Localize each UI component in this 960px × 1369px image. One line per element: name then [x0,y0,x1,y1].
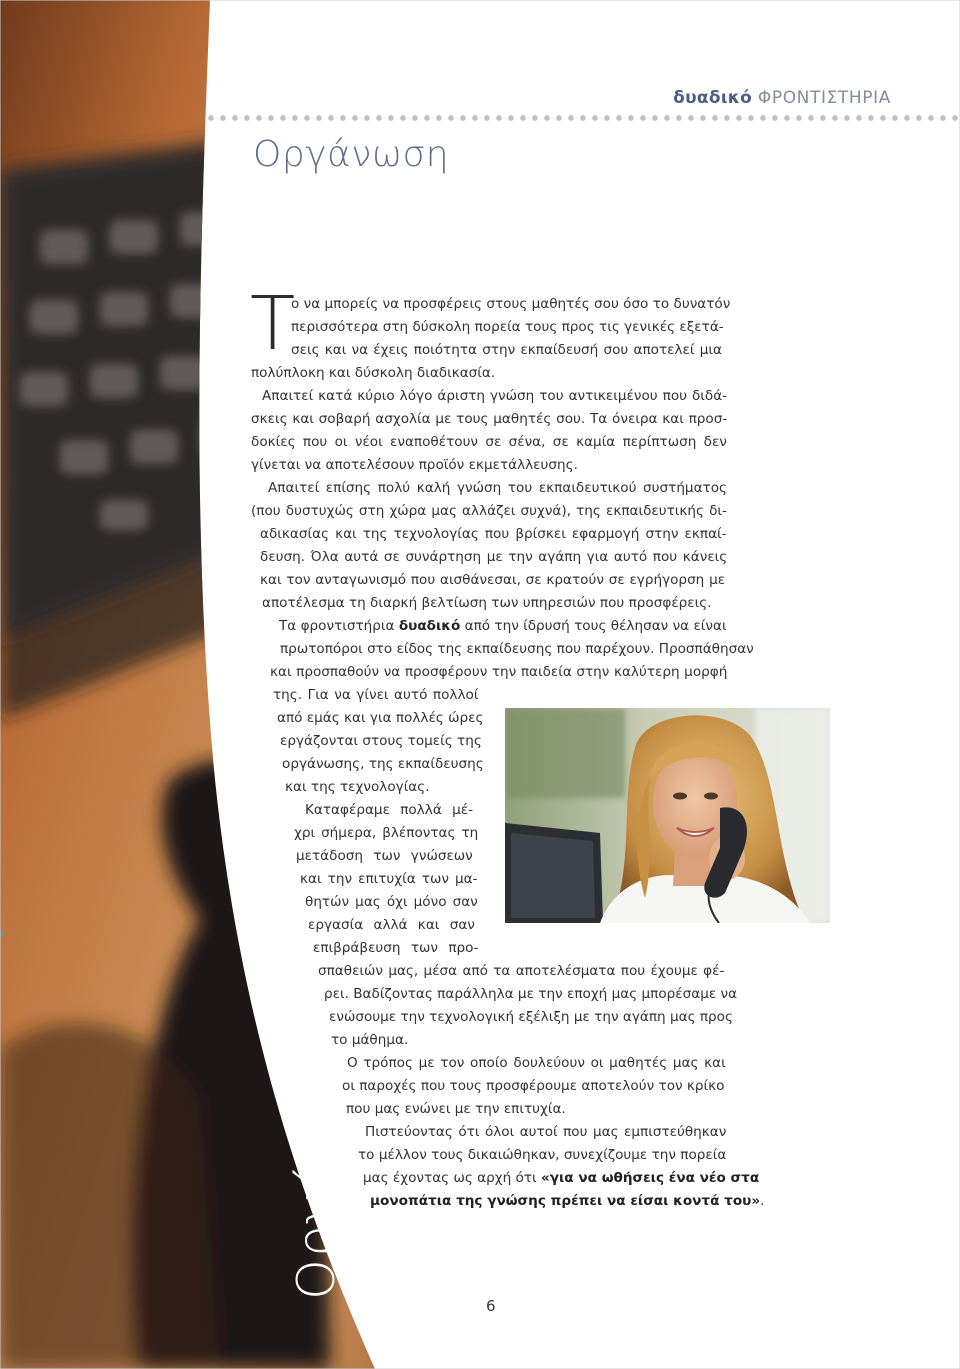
body-text-line [277,708,483,728]
side-title: Οργάνωση [287,1014,347,1300]
body-text-line [262,593,712,613]
body-text-line [313,938,478,958]
body-text-span: πολύπλοκη και δύσκολη διαδικασία. [251,365,496,381]
body-text-span: μετάδοση των γνώσεων [296,848,473,864]
body-text-line [305,892,478,912]
page-number: 6 [486,1297,496,1315]
body-text-line [279,616,727,636]
body-text-span: εργάζονται στους τομείς της [280,733,482,749]
body-text-line [318,961,724,981]
body-text-span: το μέλλον τους δικαιώθηκαν, συνεχίζουμε την πορεία [358,1147,727,1163]
body-text-line [291,294,730,314]
body-text-span: Πιστεύοντας ότι όλοι αυτοί που μας εμπιστεύθηκαν [365,1124,727,1140]
woman-on-phone-photo [505,708,830,923]
body-text-line [270,662,727,682]
body-text-line [280,639,754,659]
body-text-span: σκεις και σοβαρή ασχολία με τους μαθητές σου. Τα όνειρα και προσ- [251,411,728,427]
body-text-span: οι παροχές που τους προσφέρουμε αποτελούν τον κρίκο [342,1078,725,1094]
body-text-span: Ο τρόπος με τον οποίο δουλεύουν οι μαθητές μας και [347,1055,726,1071]
body-text-line [329,1007,733,1027]
body-text-span: οργάνωσης, της εκπαίδευσης [282,756,484,772]
body-text-line [365,1122,726,1142]
body-text-span: σεις και να έχεις ποιότητα στην εκπαίδευσή σου αποτελεί μια [291,342,722,358]
body-text-span: από την ίδρυσή τους θέλησαν να είναι [460,618,727,634]
body-text-span: από εμάς και για πολλές ώρες [277,710,484,726]
body-text-line [308,915,475,935]
body-text-span: πρωτοπόροι στο είδος της εκπαίδευσης που παρέχουν. Προσπάθησαν [280,641,754,657]
body-text-span: Απαιτεί επίσης πολύ καλή γνώση του εκπαιδευτικού συστήματος [268,480,728,496]
body-text-span: . [760,1193,765,1209]
body-text-span: Καταφέραμε πολλά μέ- [305,802,474,818]
body-text-span: ενώσουμε την τεχνολογική εξέλιξη με την αγάπη μας προς [329,1009,733,1025]
body-text-line [342,1076,725,1096]
body-text-line [251,501,727,521]
body-text-span: Τα φροντιστήρια [279,618,399,634]
body-text-span: Απαιτεί κατά κύριο λόγο άριστη γνώση του αντικειμένου που διδά- [262,388,728,404]
body-text-span: και την επιτυχία των μα- [300,871,478,887]
body-text-line [294,823,478,843]
drop-cap: T [250,281,296,367]
body-text-span: χρι σήμερα, βλέποντας τη [294,825,479,841]
body-text-line [346,1099,566,1119]
body-text-span: ρει. Βαδίζοντας παράλληλα με την εποχή μας μπορέσαμε να [324,986,738,1002]
body-text-span: περισσότερα στη δύσκολη πορεία τους προς τις γενικές εξετά- [291,319,724,335]
body-text-line [251,409,727,429]
body-text-line [251,363,495,383]
body-text-span: σπαθειών μας, μέσα από τα αποτελέσματα που έχουμε φέ- [318,963,725,979]
body-text-span: εργασία αλλά και σαν [308,917,475,933]
body-text-line [280,731,482,751]
body-text-span: δευση. Όλα αυτά σε συνάρτηση με την αγάπη για αυτό που κάνεις [260,549,728,565]
body-text-line [268,478,727,498]
body-text-line [260,547,727,567]
body-text-span: και τον ανταγωνισμό που αισθάνεσαι, σε κρατούν σε εγρήγορση με [260,572,726,588]
body-text-span: που μας ενώνει με την επιτυχία. [346,1101,566,1117]
body-text-line [273,685,478,705]
body-text-line [251,455,578,475]
body-text-line [347,1053,726,1073]
body-text-span: αποτέλεσμα τη διαρκή βελτίωση των υπηρεσιών που προσφέρεις. [262,595,712,611]
body-text-line [324,984,737,1004]
body-text-span: επιβράβευση των προ- [313,940,479,956]
dotted-divider [205,114,960,122]
body-text-line [260,570,725,590]
body-text-span: ο να μπορείς να προσφέρεις στους μαθητές σου όσο το δυνατόν [291,296,731,312]
body-text-line [291,317,724,337]
body-text-span: δοκίες που οι νέοι εναποθέτουν σε σένα, σε καμία περίπτωση δεν [251,434,727,450]
body-text-span: και προσπαθούν να προσφέρουν την παιδεία στην καλύτερη μορφή [270,664,728,680]
body-text-line [358,1145,726,1165]
page-title: Οργάνωση [253,134,450,175]
body-text-span: της. Για να γίνει αυτό πολλοί [273,687,479,703]
body-text-span: (που δυστυχώς στη χώρα μας αλλάζει συχνά), της εκπαιδευτικής δι- [251,503,727,519]
body-text-span: αδικασίας και της τεχνολογίας που βρίσκει εφαρμογή στην εκπαί- [260,526,727,542]
body-text-line [285,777,430,797]
body-text-line [260,524,727,544]
body-text-span: θητών μας όχι μόνο σαν [305,894,478,910]
body-text-span: μας έχοντας ως αρχή ότι [363,1170,541,1186]
body-text-line [296,846,473,866]
bold-emphasis: μονοπάτια της γνώσης πρέπει να είσαι κοντά του» [370,1193,761,1209]
body-text-line [363,1168,759,1188]
brand-name: δυαδικό [673,88,753,108]
body-text-span: γίνεται να αποτελέσουν προϊόν εκμετάλλευσης. [251,457,578,473]
body-text-line [370,1191,764,1211]
body-text-line [282,754,484,774]
body-text-line [251,432,727,452]
bold-emphasis: «για να ωθήσεις ένα νέο στα [540,1170,760,1186]
body-text-line [305,800,473,820]
bold-emphasis: δυαδικό [398,618,461,634]
body-text-span: και της τεχνολογίας. [285,779,430,795]
body-text-span: το μάθημα. [331,1032,409,1048]
body-text-line [300,869,478,889]
body-text-line [262,386,727,406]
brand-subtitle: ΦΡΟΝΤΙΣΤΗΡΙΑ [757,88,891,108]
header-brand [673,88,891,108]
body-text-line [291,340,722,360]
